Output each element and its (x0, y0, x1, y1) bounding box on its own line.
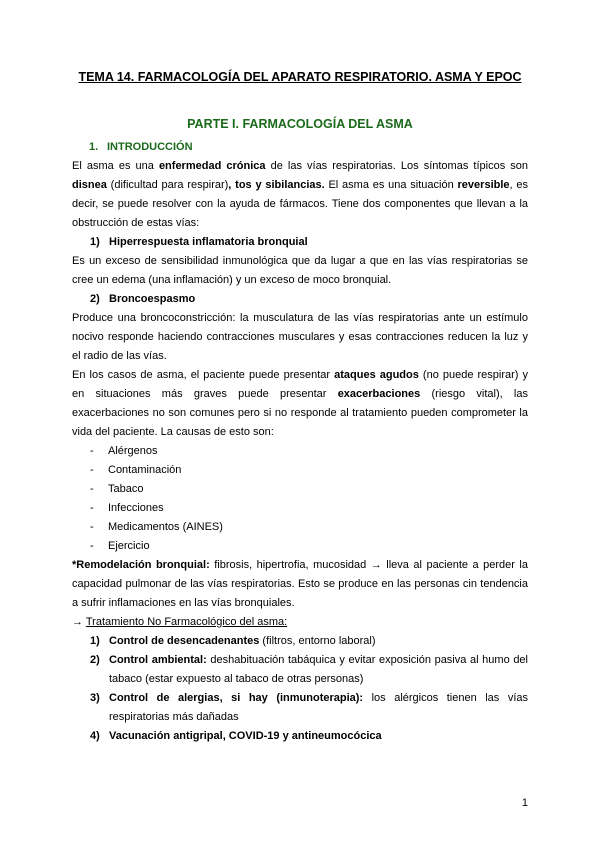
page-number: 1 (521, 797, 528, 809)
dash-bullet: - (90, 502, 94, 514)
bold-term: *Remodelación bronquial: (72, 559, 210, 571)
list-item (72, 480, 528, 499)
list-item-text: Ejercicio (108, 540, 150, 552)
subheading-number: 1) (90, 236, 100, 248)
bold-term: disnea (72, 179, 107, 191)
text-run: fibrosis, hipertrofia, mucosidad → lleva al paciente a perder la capacidad pulmonar de las vías respiratorias. Esto se produce en las personas cin tendencia a sufrir inflamaciones en las vías bronquiales. (72, 559, 528, 609)
text-run: deshabituación tabáquica y evitar exposición pasiva al humo del tabaco (estar expuesto al tabaco de otras personas) (109, 654, 528, 685)
bold-term: Control de alergias, si hay (inmunoterapia): (109, 692, 364, 704)
text-run: (no puede respirar) y en situaciones más graves puede presentar (72, 369, 528, 400)
list-item-text: Contaminación (108, 464, 182, 476)
broncoespasmo-paragraph: Produce una broncoconstricción: la musculatura de las vías respiratorias ante un estímulo nocivo responde haciendo contracciones musculares y esas contracciones reducen la luz y el radio de las vías. (72, 312, 528, 362)
list-item (72, 518, 528, 537)
intro-paragraph (72, 157, 528, 233)
document-body (72, 138, 528, 746)
bold-term: Vacunación antigripal, COVID-19 y antineumocócica (109, 730, 382, 742)
list-item-text: Medicamentos (AINES) (108, 521, 223, 533)
list-item (72, 727, 528, 746)
text-run: El asma es una situación (324, 179, 458, 191)
hiperrespuesta-paragraph: Es un exceso de sensibilidad inmunológica que da lugar a que en las vías respiratorias se cree un edema (una inflamación) y un exceso de moco bronquial. (72, 255, 528, 286)
text-run: (dificultad para respirar) (106, 179, 229, 191)
list-item-text: Alérgenos (108, 445, 158, 457)
text-run: de las vías respiratorias. Los síntomas típicos son (265, 160, 529, 172)
dash-bullet: - (90, 464, 94, 476)
dash-bullet: - (90, 540, 94, 552)
subheading-broncoespasmo (72, 290, 528, 309)
list-item (72, 651, 528, 689)
treatment-heading-text: Tratamiento No Farmacológico del asma: (85, 616, 288, 628)
bold-term: reversible (457, 179, 510, 191)
dash-bullet: - (90, 521, 94, 533)
list-item (72, 442, 528, 461)
subheading-hiperrespuesta (72, 233, 528, 252)
text-run: (filtros, entorno laboral) (259, 635, 376, 647)
causes-list (72, 442, 528, 556)
list-number: 3) (90, 692, 100, 704)
part-heading: PARTE I. FARMACOLOGÍA DEL ASMA (187, 117, 413, 131)
bold-term: Control de desencadenantes (109, 635, 260, 647)
dash-bullet: - (90, 445, 94, 457)
arrow-icon: → (72, 616, 86, 628)
subheading-text: Hiperrespuesta inflamatoria bronquial (109, 236, 308, 248)
subheading-number: 2) (90, 293, 100, 305)
treatment-heading (72, 613, 528, 632)
list-item (72, 537, 528, 556)
list-item-text: Tabaco (108, 483, 144, 495)
section-heading-introduccion (72, 138, 528, 157)
bold-term: Control ambiental: (109, 654, 207, 666)
asma-casos-paragraph (72, 366, 528, 442)
bold-term: exacerbaciones (337, 388, 421, 400)
list-item (72, 461, 528, 480)
list-item (72, 632, 528, 651)
text-run: , es decir, se puede resolver con la ayuda de fármacos. Tiene dos componentes que llevan a la obstrucción de estas vías: (72, 179, 528, 229)
subheading-text: Broncoespasmo (109, 293, 196, 305)
list-number: 1) (90, 635, 100, 647)
text-run: los alérgicos tienen las vías respiratorias más dañadas (109, 692, 528, 723)
bold-term: ataques agudos (334, 369, 419, 381)
list-item-text: Infecciones (108, 502, 164, 514)
text-run: En los casos de asma, el paciente puede presentar (72, 369, 335, 381)
list-number: 2) (90, 654, 100, 666)
text-run: (riesgo vital), las exacerbaciones no son comunes pero si no responde al tratamiento pueden comprometer la vida del paciente. La causas de esto son: (72, 388, 528, 438)
document-title: TEMA 14. FARMACOLOGÍA DEL APARATO RESPIRATORIO. ASMA Y EPOC (78, 70, 522, 84)
bold-term: , tos y sibilancias. (228, 179, 325, 191)
remodelacion-paragraph (72, 556, 528, 613)
treatment-list (72, 632, 528, 746)
list-item (72, 689, 528, 727)
list-item (72, 499, 528, 518)
list-number: 4) (90, 730, 100, 742)
bold-term: enfermedad crónica (158, 160, 266, 172)
section-heading-text: INTRODUCCIÓN (107, 141, 193, 153)
section-number: 1. (89, 141, 99, 153)
text-run: El asma es una (72, 160, 159, 172)
dash-bullet: - (90, 483, 94, 495)
